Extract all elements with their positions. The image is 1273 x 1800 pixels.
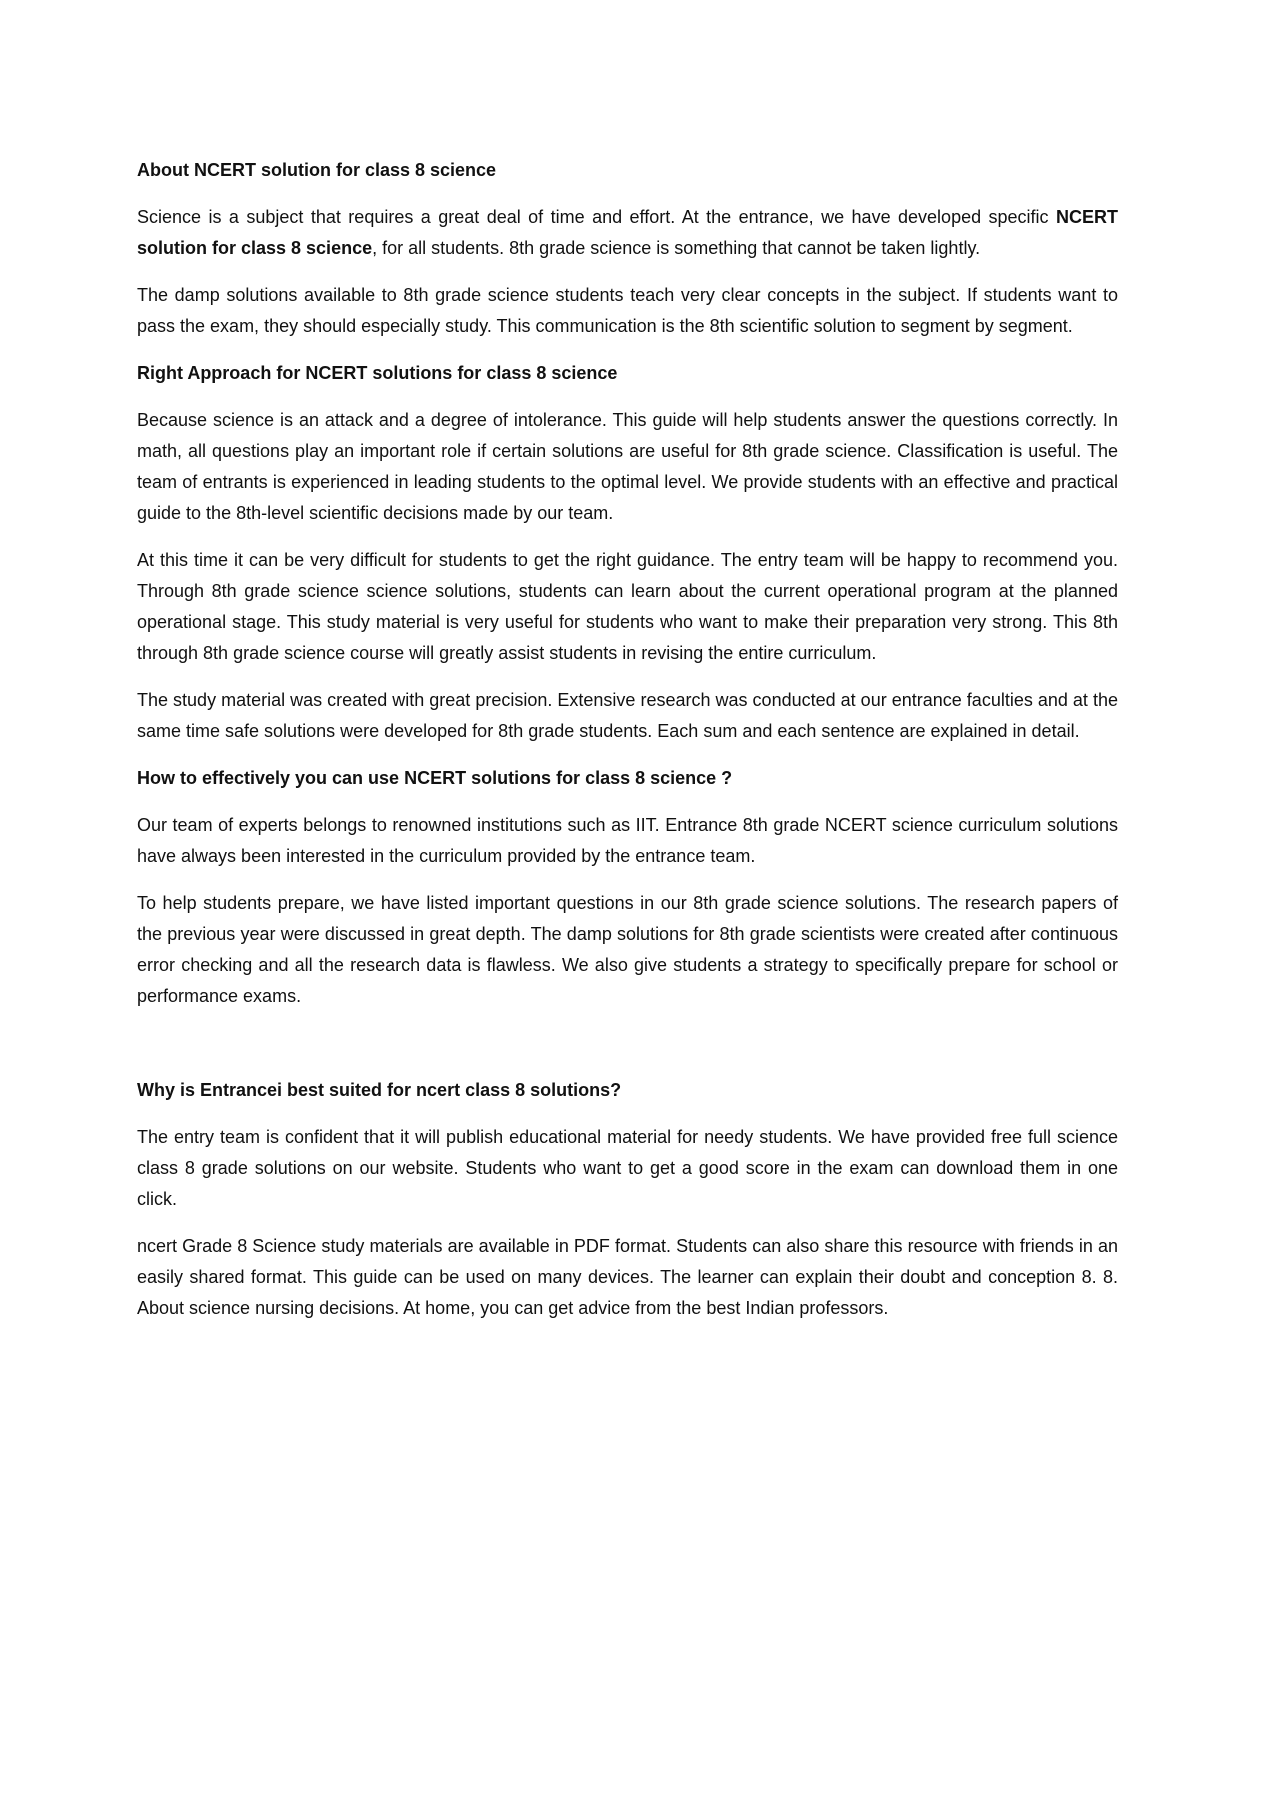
heading-why-entrancei-best: Why is Entrancei best suited for ncert class 8 solutions? (137, 1080, 622, 1100)
paragraph-pdf-format (137, 1231, 1118, 1324)
text-run: At this time it can be very difficult for students to get the right guidance. The entry team will be happy to recommend you. Through 8th grade science science solutions, students can learn about the current operational program at the planned operational stage. This study material is very useful for students who want to make their preparation very strong. This 8th through 8th grade science course will greatly assist students in revising the entire curriculum. (137, 550, 1118, 663)
text-run: , for all students. 8th grade science is something that cannot be taken lightly. (372, 238, 981, 258)
text-run: Our team of experts belongs to renowned institutions such as IIT. Entrance 8th grade NCERT science curriculum solutions have always been interested in the curriculum provided by the entrance team. (137, 815, 1118, 866)
paragraph-entry-team-confident (137, 1122, 1118, 1215)
text-run: Science is a subject that requires a great deal of time and effort. At the entrance, we have developed specific (137, 207, 1056, 227)
blank-line (137, 1028, 1118, 1075)
bold-text-run: NCERT solution for class 8 science (137, 207, 1118, 258)
paragraph-damp-solutions (137, 280, 1118, 342)
text-run: The damp solutions available to 8th grade science students teach very clear concepts in the subject. If students want to pass the exam, they should especially study. This communication is the 8th scientific solution to segment by segment. (137, 285, 1118, 336)
heading-about-ncert-solution: About NCERT solution for class 8 science (137, 160, 497, 180)
text-run: The study material was created with great precision. Extensive research was conducted at our entrance faculties and at the same time safe solutions were developed for 8th grade students. Each sum and each sentence are explained in detail. (137, 690, 1118, 741)
document-content (137, 155, 1118, 1340)
paragraph-right-guidance (137, 545, 1118, 669)
paragraph-because-science (137, 405, 1118, 529)
heading-how-to-effectively-use: How to effectively you can use NCERT solutions for class 8 science ? (137, 768, 733, 788)
text-run: Because science is an attack and a degree of intolerance. This guide will help students answer the questions correctly. In math, all questions play an important role if certain solutions are useful for 8th grade science. Classification is useful. The team of entrants is experienced in leading students to the optimal level. We provide students with an effective and practical guide to the 8th-level scientific decisions made by our team. (137, 410, 1118, 523)
text-run: To help students prepare, we have listed important questions in our 8th grade science solutions. The research papers of the previous year were discussed in great depth. The damp solutions for 8th grade scientists were created after continuous error checking and all the research data is flawless. We also give students a strategy to specifically prepare for school or performance exams. (137, 893, 1118, 1006)
paragraph-team-of-experts (137, 810, 1118, 872)
text-run: The entry team is confident that it will publish educational material for needy students. We have provided free full science class 8 grade solutions on our website. Students who want to get a good score in the exam can download them in one click. (137, 1127, 1118, 1209)
paragraph-science-subject (137, 202, 1118, 264)
text-run: ncert Grade 8 Science study materials are available in PDF format. Students can also share this resource with friends in an easily shared format. This guide can be used on many devices. The learner can explain their doubt and conception 8. 8. About science nursing decisions. At home, you can get advice from the best Indian professors. (137, 1236, 1118, 1318)
heading-right-approach: Right Approach for NCERT solutions for class 8 science (137, 363, 618, 383)
paragraph-study-material-precision (137, 685, 1118, 747)
paragraph-help-students-prepare (137, 888, 1118, 1012)
